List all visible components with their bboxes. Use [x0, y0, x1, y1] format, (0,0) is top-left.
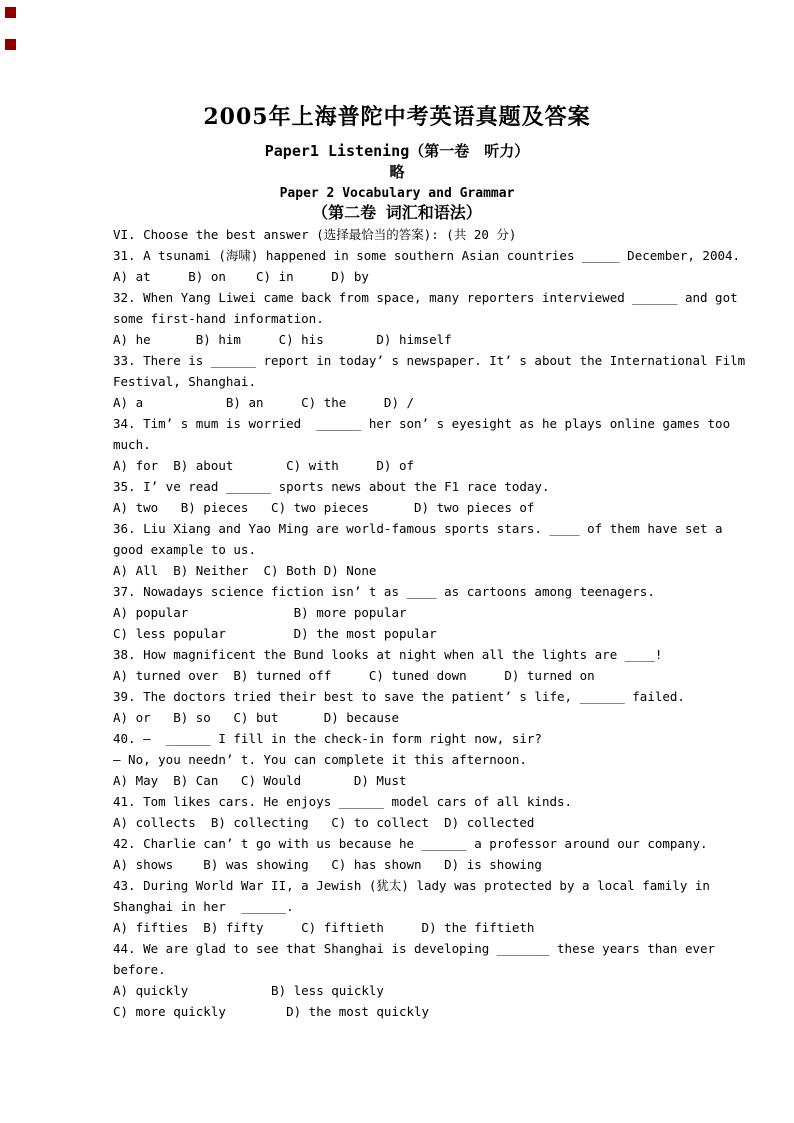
question-stem-line: 33. There is ______ report in today’ s newspaper. It’ s about the International Film	[113, 353, 746, 368]
question-31	[113, 245, 774, 287]
option-line: A) he B) him C) his D) himself	[113, 332, 452, 347]
question-stem-line: 34. Tim’ s mum is worried ______ her son’ s eyesight as he plays online games too	[113, 416, 731, 431]
option-line: A) turned over B) turned off C) tuned down D) turned on	[113, 668, 595, 683]
stem-continuation-line: Festival, Shanghai.	[113, 374, 256, 389]
option-line: A) a B) an C) the D) /	[113, 395, 415, 410]
question-list	[113, 245, 774, 1022]
paper2-heading-cn: （第二卷 词汇和语法）	[312, 203, 482, 222]
option-line: A) May B) Can C) Would D) Must	[113, 773, 407, 788]
question-41	[113, 791, 774, 833]
question-34	[113, 413, 774, 476]
question-stem-line: 38. How magnificent the Bund looks at night when all the lights are ____!	[113, 647, 663, 662]
option-line: A) two B) pieces C) two pieces D) two pieces of	[113, 500, 535, 515]
question-stem-line: 35. I’ ve read ______ sports news about the F1 race today.	[113, 479, 550, 494]
question-42	[113, 833, 774, 875]
stem-continuation-line: — No, you needn’ t. You can complete it this afternoon.	[113, 752, 527, 767]
question-stem-line: 41. Tom likes cars. He enjoys ______ model cars of all kinds.	[113, 794, 573, 809]
question-stem-line: 37. Nowadays science fiction isn’ t as ____ as cartoons among teenagers.	[113, 584, 655, 599]
question-43	[113, 875, 774, 938]
stem-continuation-line: much.	[113, 437, 151, 452]
question-36	[113, 518, 774, 581]
question-stem-line: 40. — ______ I fill in the check-in form right now, sir?	[113, 731, 542, 746]
question-39	[113, 686, 774, 728]
option-line: A) for B) about C) with D) of	[113, 458, 415, 473]
question-stem-line: 36. Liu Xiang and Yao Ming are world-famous sports stars. ____ of them have set a	[113, 521, 723, 536]
paper1-listening-heading: Paper1 Listening（第一卷 听力）	[264, 142, 530, 160]
question-44	[113, 938, 774, 1022]
option-line: A) or B) so C) but D) because	[113, 710, 399, 725]
stem-continuation-line: before.	[113, 962, 166, 977]
option-line: C) more quickly D) the most quickly	[113, 1004, 430, 1019]
red-square-marker	[5, 7, 16, 18]
exam-body	[113, 224, 774, 1022]
omitted-note: 略	[389, 163, 405, 181]
option-line: A) All B) Neither C) Both D) None	[113, 563, 377, 578]
question-37	[113, 581, 774, 644]
option-line: A) quickly B) less quickly	[113, 983, 384, 998]
question-stem-line: 42. Charlie can’ t go with us because he ______ a professor around our company.	[113, 836, 708, 851]
stem-continuation-line: Shanghai in her ______.	[113, 899, 294, 914]
question-stem-line: 32. When Yang Liwei came back from space, many reporters interviewed ______ and got	[113, 290, 738, 305]
question-stem-line: 39. The doctors tried their best to save the patient’ s life, ______ failed.	[113, 689, 685, 704]
option-line: C) less popular D) the most popular	[113, 626, 437, 641]
question-stem-line: 44. We are glad to see that Shanghai is developing _______ these years than ever	[113, 941, 716, 956]
paper2-heading-en: Paper 2 Vocabulary and Grammar	[279, 186, 515, 201]
stem-continuation-line: good example to us.	[113, 542, 256, 557]
stem-continuation-line: some first-hand information.	[113, 311, 324, 326]
section-instruction: VI. Choose the best answer (选择最恰当的答案): (共 20 分)	[113, 227, 517, 242]
question-38	[113, 644, 774, 686]
question-stem-line: 31. A tsunami (海啸) happened in some southern Asian countries _____ December, 2004.	[113, 248, 741, 263]
question-stem-line: 43. During World War II, a Jewish (犹太) lady was protected by a local family in	[113, 878, 710, 893]
option-line: A) at B) on C) in D) by	[113, 269, 369, 284]
question-33	[113, 350, 774, 413]
question-35	[113, 476, 774, 518]
red-square-marker	[5, 39, 16, 50]
question-32	[113, 287, 774, 350]
option-line: A) shows B) was showing C) has shown D) is showing	[113, 857, 542, 872]
question-40	[113, 728, 774, 791]
option-line: A) collects B) collecting C) to collect D) collected	[113, 815, 535, 830]
option-line: A) fifties B) fifty C) fiftieth D) the fiftieth	[113, 920, 535, 935]
document-title: 2005年上海普陀中考英语真题及答案	[203, 104, 591, 130]
option-line: A) popular B) more popular	[113, 605, 407, 620]
